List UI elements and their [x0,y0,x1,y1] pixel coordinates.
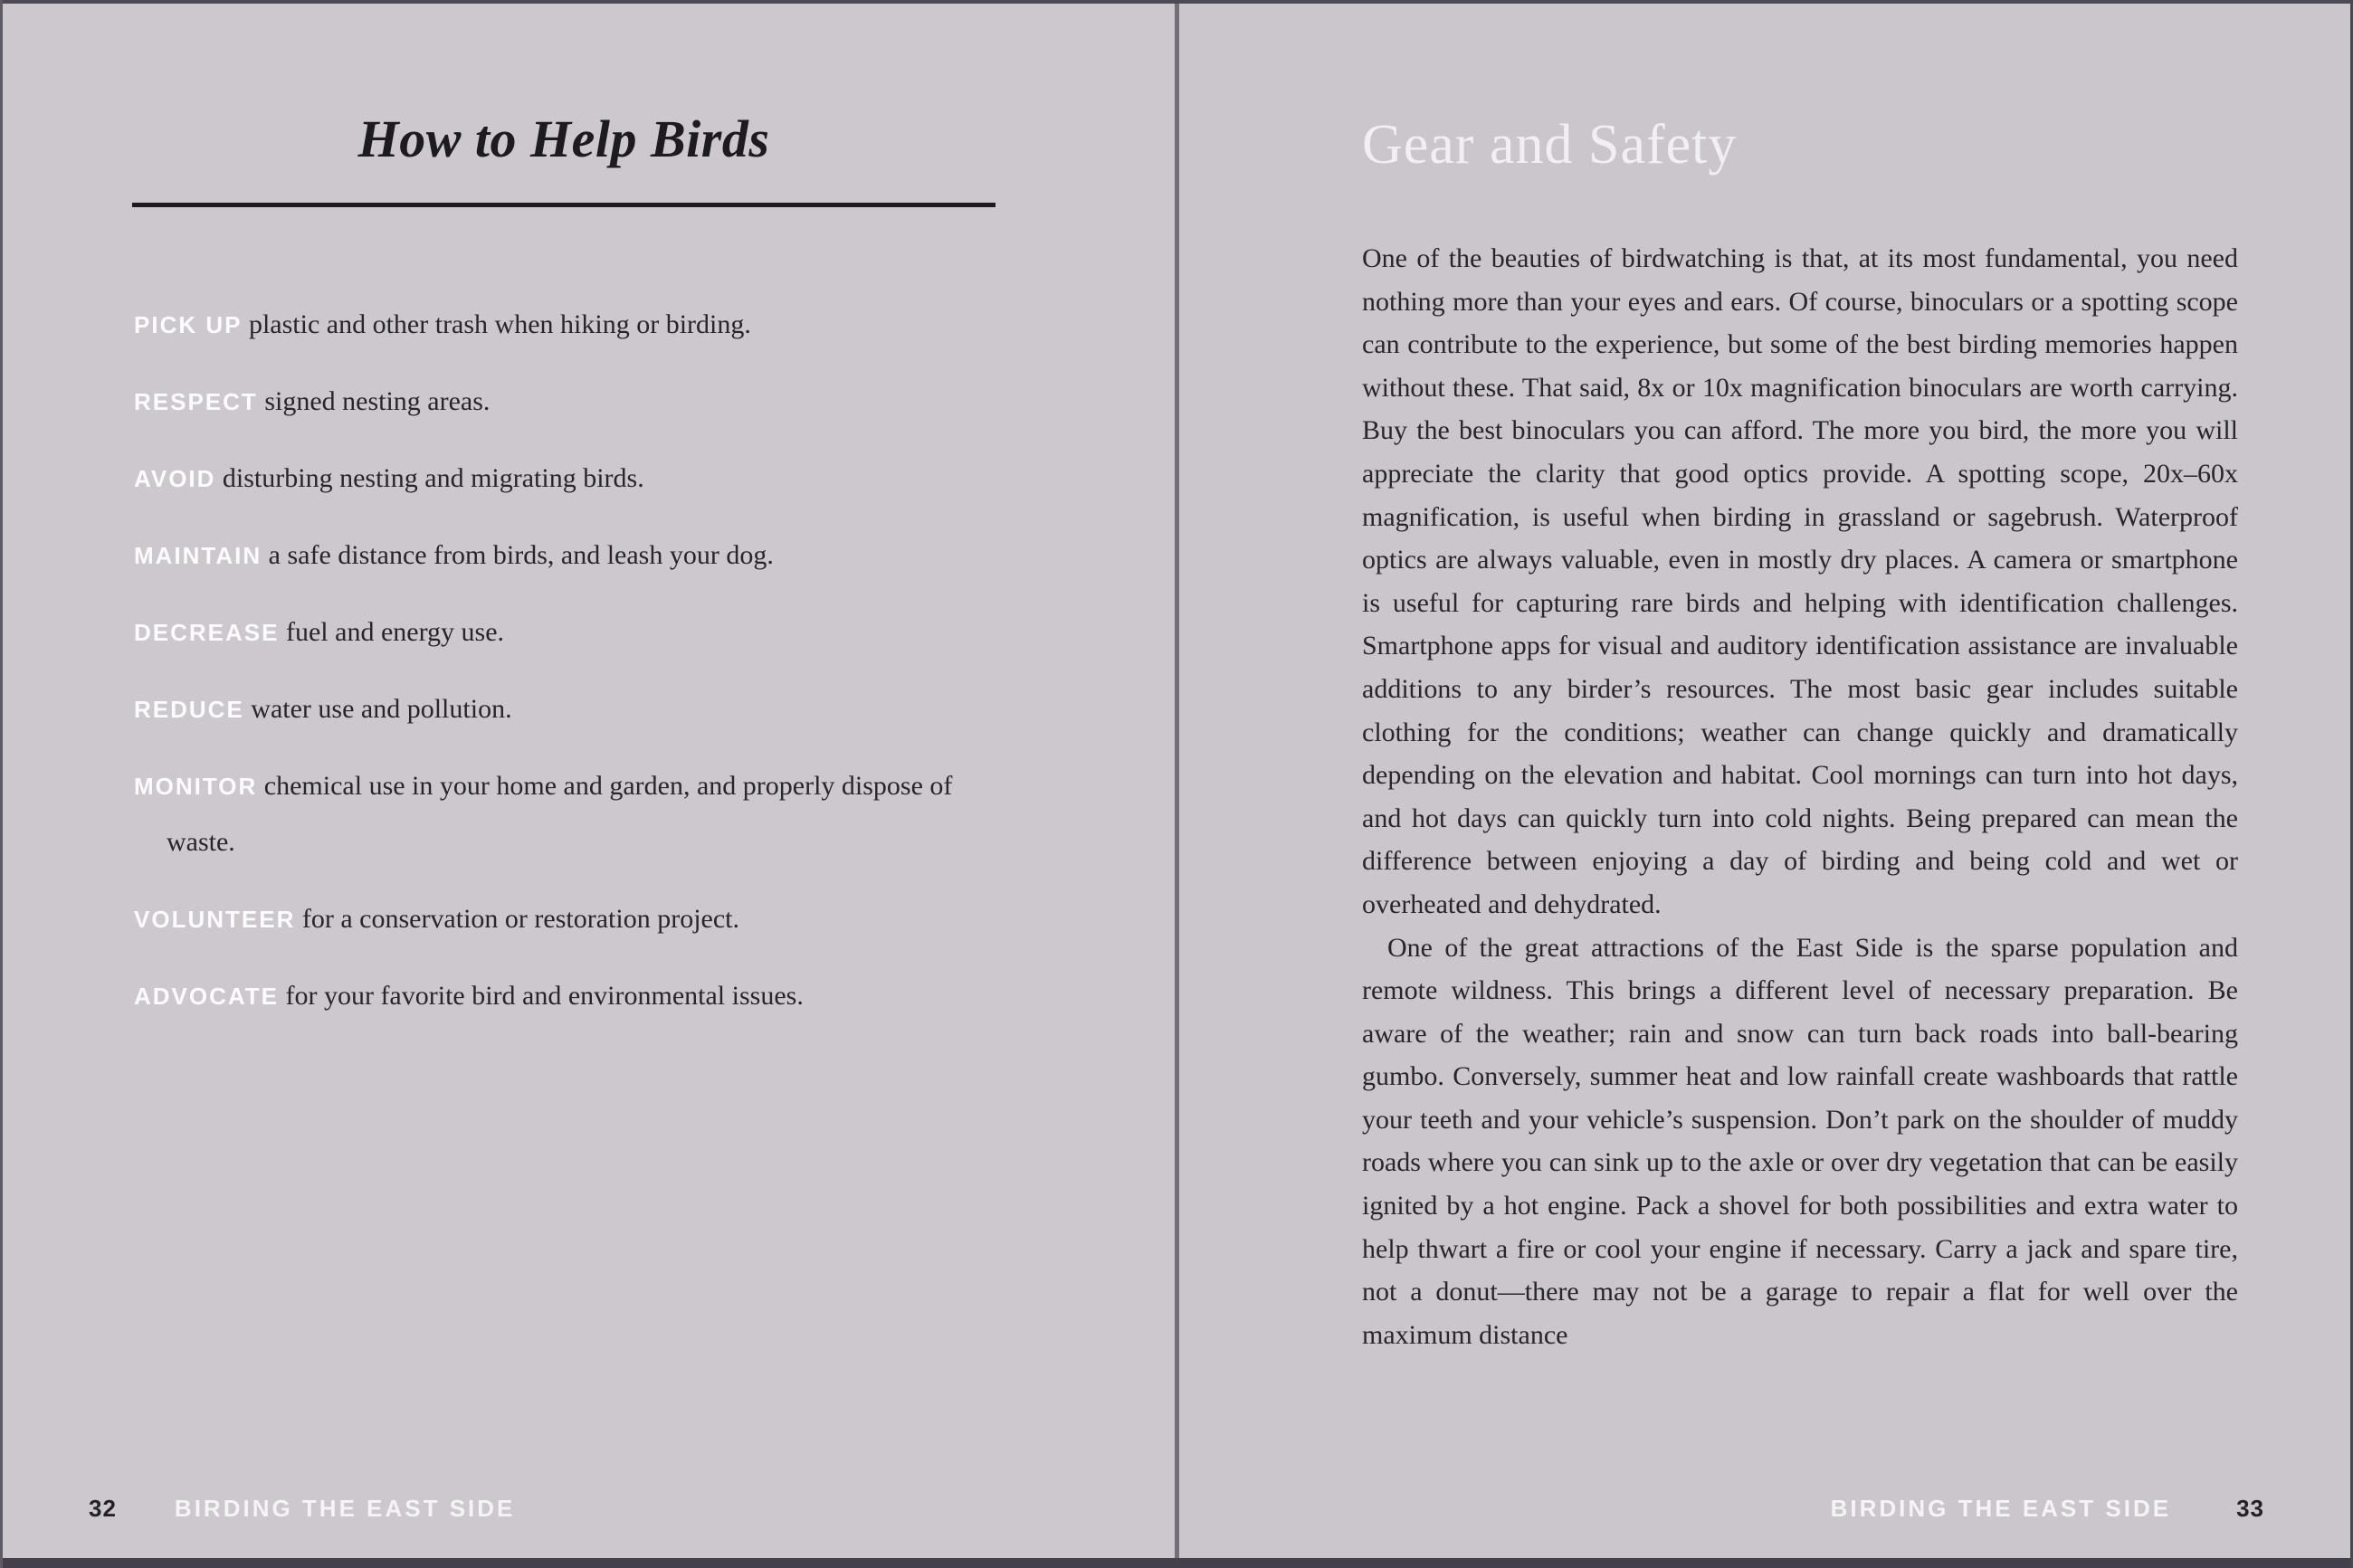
tip-label: RESPECT [134,388,258,415]
tip-item [134,681,985,737]
body-paragraph: One of the beauties of birdwatching is that, at its most fundamental, you need nothing more than your eyes and ears. Of course, binoculars or a spotting scope can contribute to the experience, but some of the best birding memories happen without these. That said, 8x or 10x magnification binoculars are worth carrying. Buy the best binoculars you can afford. The more you bird, the more you will appreciate the clarity that good optics provide. A spotting scope, 20x–60x magnification, is useful when birding in grassland or sagebrush. Waterproof optics are always valuable, even in mostly dry places. A camera or smartphone is useful for capturing rare birds and helping with identification challenges. Smartphone apps for visual and auditory identification assistance are invaluable additions to any birder’s resources. The most basic gear includes suitable clothing for the conditions; weather can change quickly and dramatically depending on the elevation and habitat. Cool mornings can turn into hot days, and hot days can quickly turn into cold nights. Being prepared can mean the difference between enjoying a day of birding and being cold and wet or overheated and dehydrated. [1362,243,2238,919]
running-title: BIRDING THE EAST SIDE [1830,1495,2172,1522]
tip-item [134,451,985,507]
tip-label: MAINTAIN [134,542,262,569]
tip-text: for your favorite bird and environmental issues. [285,981,804,1011]
page-number: 32 [89,1495,117,1522]
tip-item [134,604,985,660]
title-rule [132,203,996,207]
tip-text: fuel and energy use. [285,617,505,647]
body-paragraph: One of the great attractions of the East Side is the sparse population and remote wildness. This brings a different level of necessary preparation. Be aware of the weather; rain and snow can turn back roads into ball-bearing gumbo. Conversely, summer heat and low rainfall create washboards that rattle your teeth and your vehicle’s suspension. Don’t park on the shoulder of muddy roads where you can sink up to the axle or over dry vegetation that can be easily ignited by a hot engine. Pack a shovel for both possibilities and extra water to help thwart a fire or cool your engine if necessary. Carry a jack and spare tire, not a donut—there may not be a garage to repair a flat for well over the maximum distance [1362,932,2238,1350]
tip-item [134,374,985,430]
tip-text: a safe distance from birds, and leash your dog. [268,540,774,570]
right-page [1176,0,2353,1568]
right-page-footer [1831,1495,2264,1523]
tip-item [134,968,985,1024]
tip-label: PICK UP [134,311,243,338]
book-spine [1175,0,1179,1568]
page-number: 33 [2236,1495,2264,1522]
tip-item [134,891,985,947]
tip-text: for a conservation or restoration project. [301,904,739,934]
tip-label: VOLUNTEER [134,906,296,933]
tip-label: AVOID [134,465,216,492]
tip-label: ADVOCATE [134,983,279,1010]
tip-text: disturbing nesting and migrating birds. [222,463,644,493]
tip-text: water use and pollution. [251,694,512,724]
tip-text: signed nesting areas. [264,386,491,416]
tip-text: chemical use in your home and garden, and properly dispose of waste. [167,771,953,857]
book-edge-left [0,0,3,1568]
tip-label: DECREASE [134,619,280,646]
tip-label: MONITOR [134,773,258,800]
body-text [1362,237,2238,1356]
right-page-title: Gear and Safety [1362,114,1738,176]
tip-text: plastic and other trash when hiking or birding. [248,309,751,339]
tip-item [134,297,985,353]
tip-item [134,758,985,870]
left-page [0,0,1176,1568]
left-page-footer [89,1495,515,1523]
book-edge-top [0,0,2353,4]
tip-item [134,527,985,584]
running-title: BIRDING THE EAST SIDE [174,1495,516,1522]
tips-list [134,297,985,1045]
tip-label: REDUCE [134,696,244,723]
left-page-title: How to Help Birds [357,109,770,168]
book-edge-bottom [0,1558,2353,1568]
